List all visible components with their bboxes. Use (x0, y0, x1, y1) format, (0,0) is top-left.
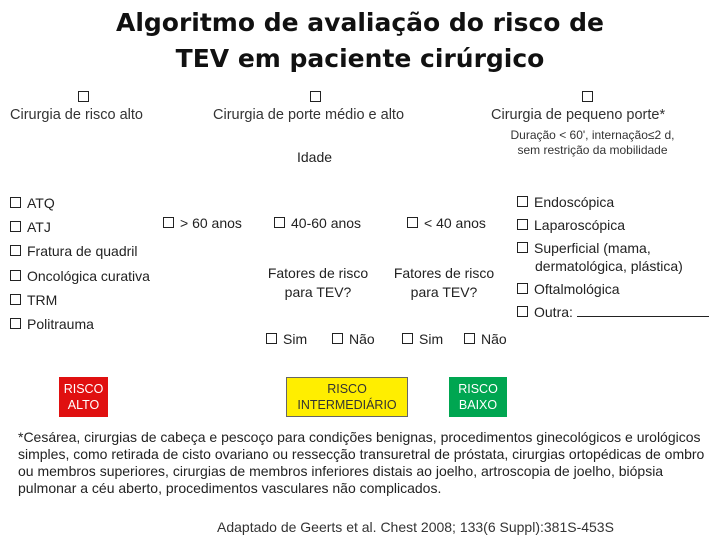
other-blank-line[interactable] (577, 304, 709, 317)
checkbox-high-risk[interactable] (78, 89, 95, 107)
small-surgery-note (480, 128, 705, 158)
list-item-label: ATQ (27, 195, 55, 211)
list-item-label: Politrauma (27, 316, 94, 333)
list-item-label: Outra: (534, 303, 573, 320)
title-line-2: TEV em paciente cirúrgico (175, 44, 545, 73)
checkbox-icon (407, 217, 418, 228)
list-item[interactable] (517, 214, 709, 237)
risk-factors-question-line-1: Fatores de risco (393, 265, 495, 281)
risk-factors-question-line-2: para TEV? (410, 284, 478, 300)
checkbox-icon (10, 294, 21, 305)
age-option-40-60[interactable] (274, 215, 361, 231)
category-small-label: Cirurgia de pequeno porte* (491, 107, 666, 123)
list-item[interactable] (10, 215, 150, 239)
risk-box-high-line-1: RISCO (63, 382, 104, 396)
age-option-under-40[interactable] (407, 215, 486, 231)
checkbox-icon (163, 217, 174, 228)
risk-factors-question-line-1: Fatores de risco (267, 265, 369, 281)
list-item-label: Endoscópica (534, 194, 615, 210)
checkbox-icon (310, 91, 321, 102)
risk-box-intermediate-line-2: INTERMEDIÁRIO (297, 398, 397, 412)
list-item-label: Laparoscópica (534, 216, 626, 233)
checkbox-icon (274, 217, 285, 228)
no-label: Não (349, 331, 375, 347)
checkbox-icon (402, 333, 413, 344)
yes-option-right[interactable] (402, 331, 443, 347)
checkbox-icon (517, 283, 528, 294)
yes-option-left[interactable] (266, 331, 307, 347)
checkbox-icon (78, 91, 89, 102)
risk-box-low-line-1: RISCO (458, 382, 498, 396)
list-item-label: TRM (27, 291, 58, 308)
list-item[interactable] (517, 191, 709, 214)
checkbox-icon (266, 333, 277, 344)
list-item-label: ATJ (27, 219, 51, 236)
risk-box-low-line-2: BAIXO (458, 398, 498, 412)
checkbox-medium-risk[interactable] (310, 89, 327, 107)
list-item[interactable] (10, 312, 150, 336)
age-label: Idade (297, 149, 333, 165)
category-high-risk-label: Cirurgia de risco alto (10, 107, 143, 123)
risk-factors-question-line-2: para TEV? (284, 284, 352, 300)
source-citation: Adaptado de Geerts et al. Chest 2008; 133(6 Suppl):381S-453S (217, 519, 614, 535)
no-label: Não (481, 331, 507, 347)
checkbox-icon (10, 270, 21, 281)
checkbox-small-surgery[interactable] (582, 89, 599, 107)
list-item[interactable] (10, 288, 150, 312)
risk-box-high-line-2: ALTO (67, 398, 100, 412)
age-option-label: 40-60 anos (291, 215, 362, 231)
list-item[interactable] (10, 191, 150, 215)
checkbox-icon (517, 242, 528, 253)
no-option-right[interactable] (464, 331, 507, 347)
list-item[interactable] (517, 301, 709, 324)
checkbox-icon (582, 91, 593, 102)
small-surgery-note-line-2: sem restrição da mobilidade (517, 143, 668, 157)
small-surgery-note-line-1: Duração < 60', internação≤2 d, (510, 128, 675, 142)
risk-box-intermediate (286, 377, 408, 417)
checkbox-icon (10, 245, 21, 256)
list-item-label: Oncológica curativa (27, 267, 150, 284)
risk-factors-question-right (384, 264, 504, 302)
small-surgery-list (517, 191, 709, 324)
checkbox-icon (10, 221, 21, 232)
checkbox-icon (10, 318, 21, 329)
checkbox-icon (464, 333, 475, 344)
risk-box-high (59, 377, 108, 417)
risk-factors-question-left (258, 264, 378, 302)
checkbox-icon (517, 196, 528, 207)
list-item[interactable] (10, 264, 150, 288)
list-item-label: Oftalmológica (534, 281, 620, 298)
list-item-label: Fratura de quadril (27, 243, 138, 260)
list-item[interactable] (10, 239, 150, 263)
age-option-label: < 40 anos (424, 215, 486, 231)
yes-label: Sim (419, 331, 444, 347)
age-option-over-60[interactable] (163, 215, 242, 231)
high-risk-list (10, 191, 150, 336)
list-item-label: Superficial (mama, (534, 239, 651, 256)
checkbox-icon (517, 219, 528, 230)
list-item-continuation: dermatológica, plástica) (535, 258, 683, 275)
list-item[interactable] (517, 278, 709, 301)
category-medium-label: Cirurgia de porte médio e alto (213, 107, 405, 123)
age-option-label: > 60 anos (180, 215, 242, 231)
yes-label: Sim (283, 331, 308, 347)
checkbox-icon (517, 306, 528, 317)
title-line-1: Algoritmo de avaliação do risco de (115, 8, 605, 37)
no-option-left[interactable] (332, 331, 375, 347)
risk-box-low (449, 377, 507, 417)
risk-box-intermediate-line-1: RISCO (327, 382, 367, 396)
checkbox-icon (10, 197, 21, 208)
footnote: *Cesárea, cirurgias de cabeça e pescoço para condições benignas, procedimentos ginecológicos e urológicos simples, como retirada de cisto ovariano ou ressecção transuretral de próstata, cirurgias ortopédicas de ombro ou membros superiores, cirurgias de membros inferiores distais ao joelho, artroscopia de joelho, biópsia pulmonar a céu aberto, procedimentos vasculares não complicados. (18, 429, 705, 496)
checkbox-icon (332, 333, 343, 344)
